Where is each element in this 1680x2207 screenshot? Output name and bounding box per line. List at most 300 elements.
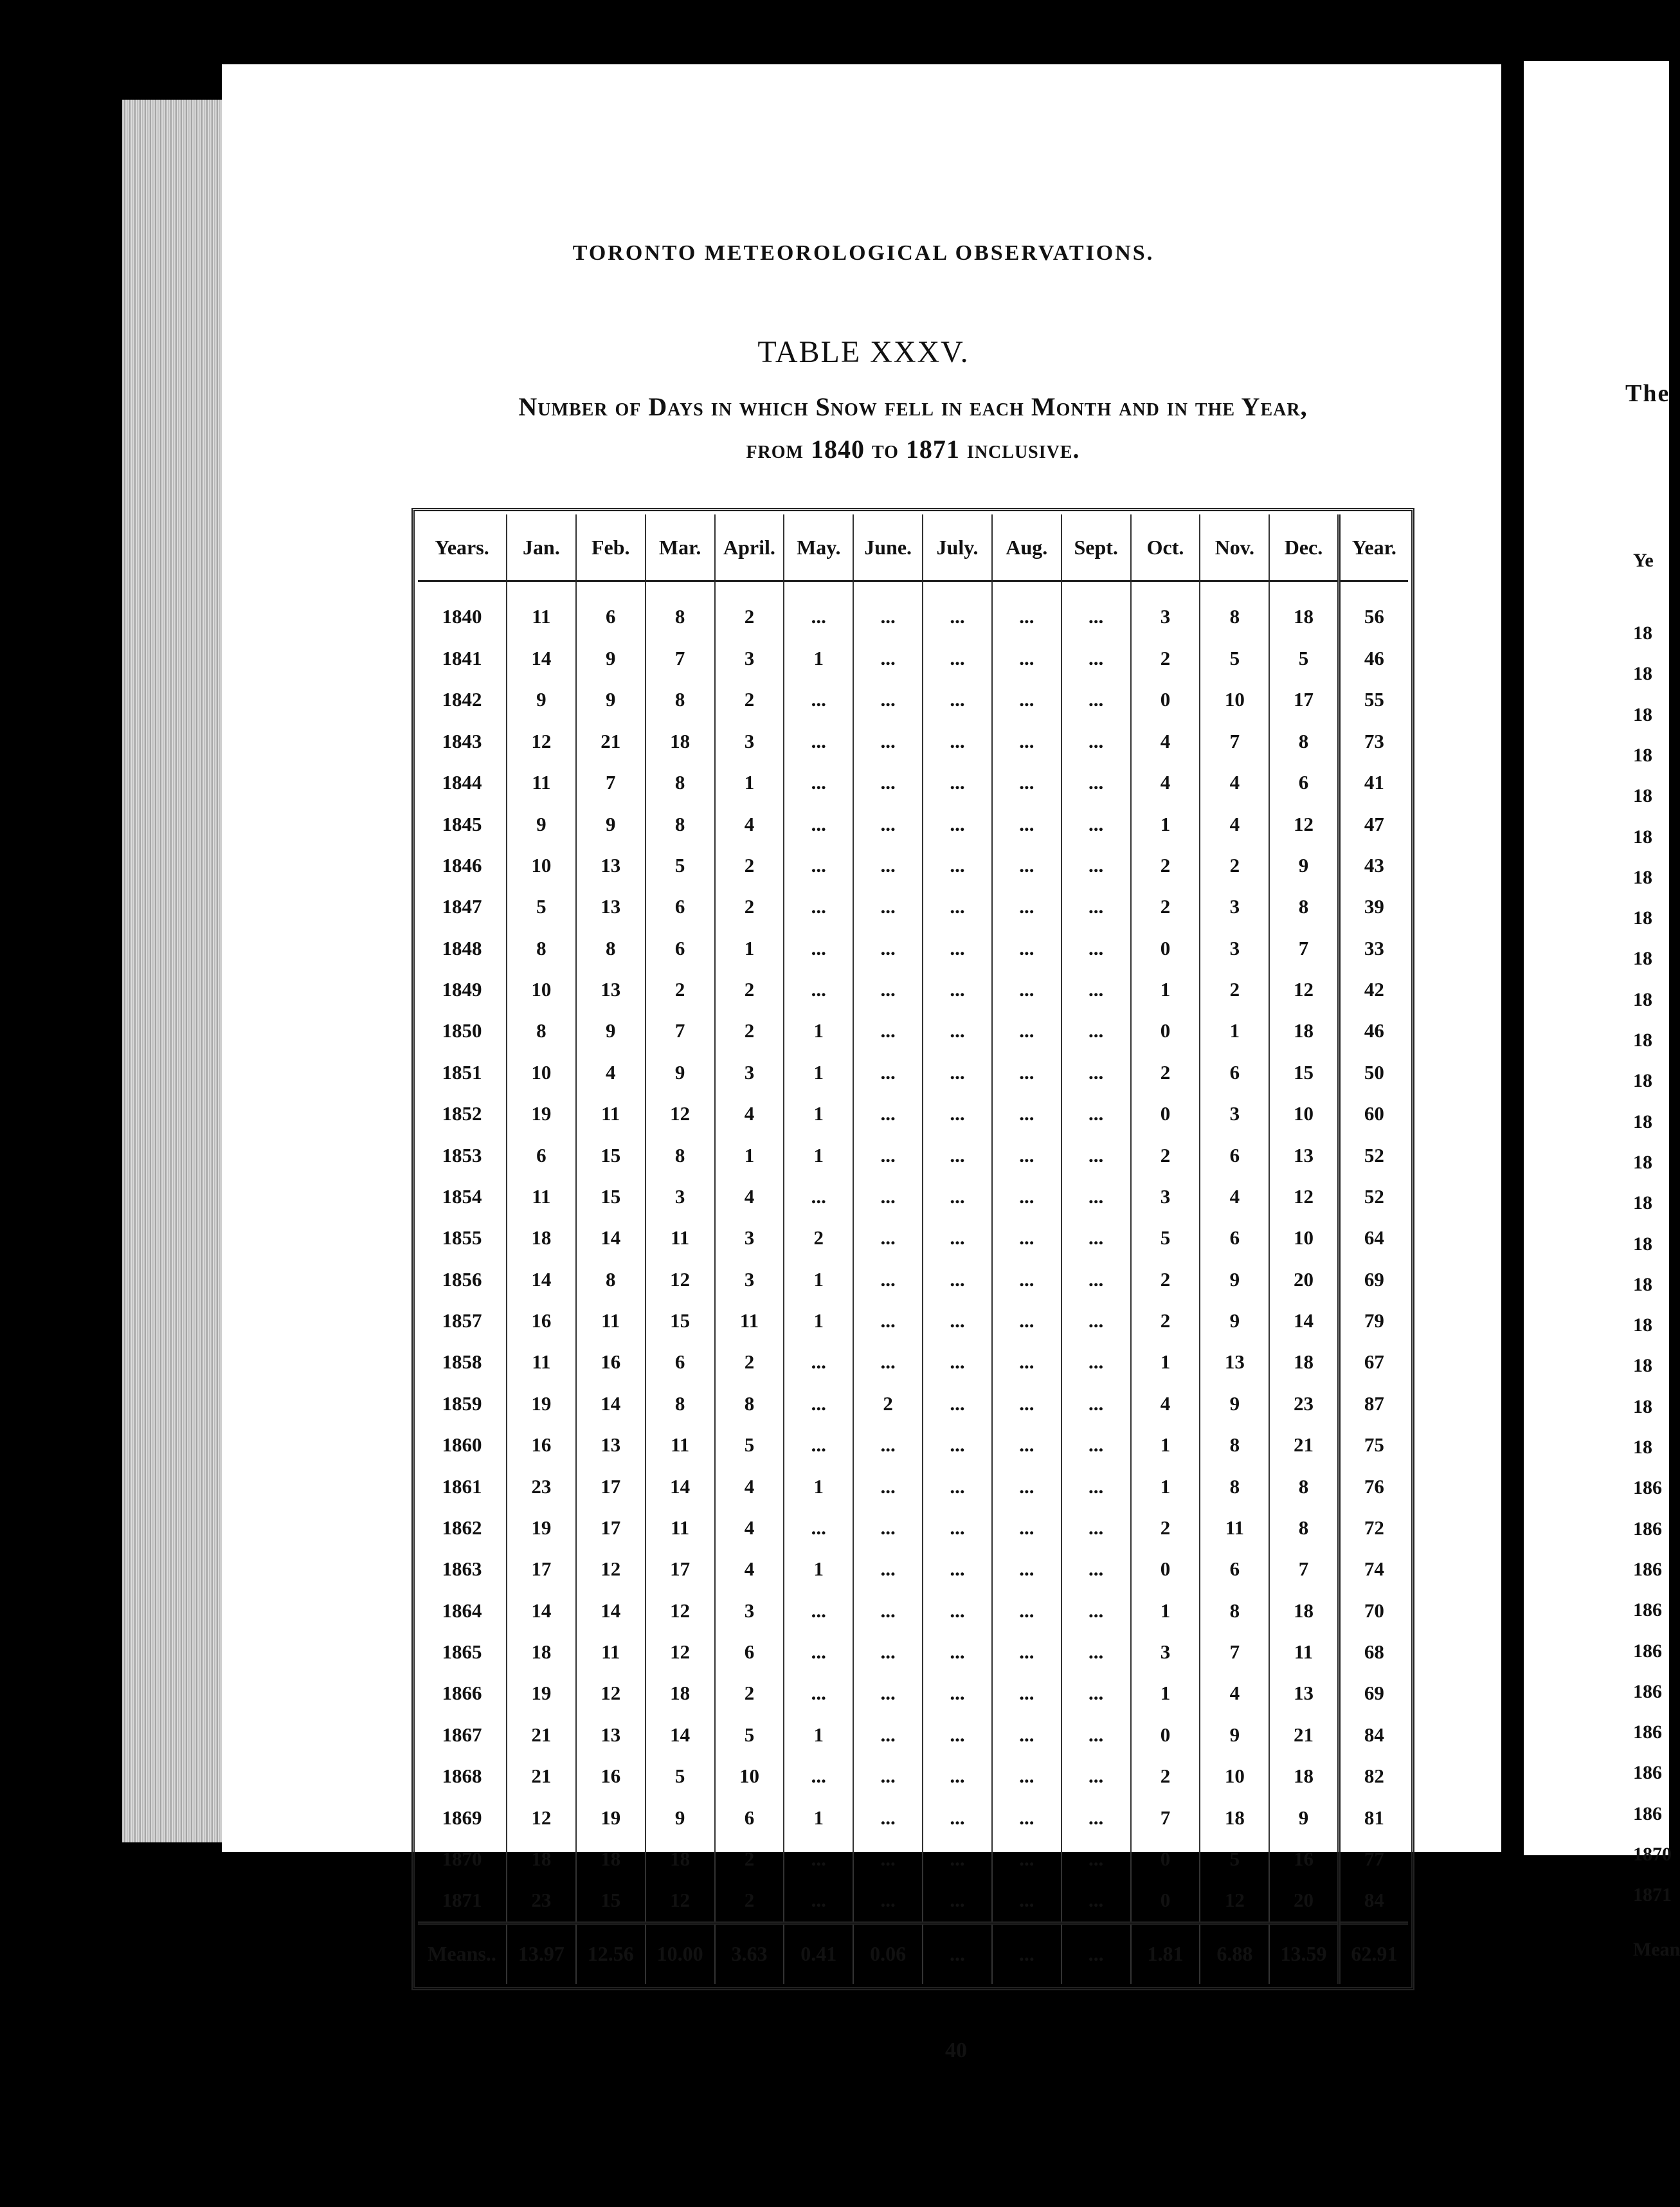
table-cell: 1 — [784, 1549, 853, 1590]
year-cell: 1852 — [442, 1102, 482, 1125]
table-cell: 11 — [646, 1507, 715, 1549]
means-cell: ... — [923, 1923, 992, 1984]
column-header: July. — [923, 514, 992, 581]
table-cell: 12 — [1269, 969, 1339, 1010]
table-cell: ... — [1061, 845, 1131, 886]
table-cell: 8 — [1200, 1590, 1269, 1631]
table-row — [418, 1714, 1408, 1756]
table-cell: 8 — [507, 928, 576, 969]
table-cell: ... — [1061, 1217, 1131, 1258]
table-cell: 52 — [1339, 1176, 1408, 1217]
table-row — [418, 1507, 1408, 1549]
table-cell: ... — [1061, 1424, 1131, 1466]
table-cell: ... — [923, 969, 992, 1010]
table-row — [418, 638, 1408, 679]
column-header: Mar. — [646, 514, 715, 581]
table-cell: 23 — [1269, 1383, 1339, 1424]
year-cell: 1863 — [442, 1558, 482, 1581]
table-cell: ... — [1061, 1590, 1131, 1631]
table-cell: ... — [853, 1880, 923, 1923]
table-cell: ... — [923, 845, 992, 886]
table-cell: 33 — [1339, 928, 1408, 969]
means-cell: 10.00 — [646, 1923, 715, 1984]
table-cell: 55 — [1339, 679, 1408, 720]
table-cell: ... — [784, 721, 853, 762]
table-cell: 4 — [715, 1549, 784, 1590]
next-page-row-fragment: 18 — [1633, 1273, 1652, 1295]
table-cell: 1 — [784, 1259, 853, 1300]
column-header: Jan. — [507, 514, 576, 581]
table-cell: ... — [992, 969, 1061, 1010]
table-cell: 47 — [1339, 803, 1408, 844]
table-cell: ... — [784, 969, 853, 1010]
table-cell: 15 — [576, 1134, 646, 1176]
table-cell: ... — [853, 1714, 923, 1756]
table-cell: ... — [853, 1673, 923, 1714]
table-cell: 1 — [1131, 1341, 1200, 1383]
table-cell: 13 — [576, 845, 646, 886]
table-cell: 4 — [1200, 1176, 1269, 1217]
table-row — [418, 1631, 1408, 1673]
table-cell: ... — [923, 928, 992, 969]
table-cell: ... — [923, 1756, 992, 1797]
next-page-row-fragment: 18 — [1633, 744, 1652, 766]
table-cell: ... — [992, 1176, 1061, 1217]
page-number: 40 — [945, 2039, 967, 2062]
table-cell: 9 — [576, 803, 646, 844]
next-page-row-fragment: 18 — [1633, 1314, 1652, 1336]
table-subtitle — [405, 386, 1421, 471]
table-cell: 6 — [646, 1341, 715, 1383]
table-cell: ... — [853, 638, 923, 679]
table-cell: 10 — [715, 1756, 784, 1797]
table-cell: 1 — [715, 762, 784, 803]
next-page-row-fragment: 18 — [1633, 1355, 1652, 1377]
table-cell: 4 — [715, 803, 784, 844]
table-cell: ... — [1061, 581, 1131, 638]
table-cell: 9 — [1269, 1797, 1339, 1838]
table-cell: 7 — [646, 1010, 715, 1051]
table-cell: ... — [992, 1300, 1061, 1341]
table-cell: ... — [923, 581, 992, 638]
table-cell: 0 — [1131, 1093, 1200, 1134]
table-cell: ... — [853, 1424, 923, 1466]
table-cell: 84 — [1339, 1714, 1408, 1756]
table-cell: 3 — [1131, 1631, 1200, 1673]
next-page-row-fragment: 18 — [1633, 1192, 1652, 1214]
next-page-row-fragment: 18 — [1633, 907, 1652, 929]
next-page-row-fragment: 18 — [1633, 704, 1652, 725]
table-cell: ... — [992, 845, 1061, 886]
table-cell: 69 — [1339, 1259, 1408, 1300]
table-row — [418, 1383, 1408, 1424]
table-cell: ... — [992, 1134, 1061, 1176]
table-cell: ... — [923, 638, 992, 679]
table-cell: 8 — [646, 803, 715, 844]
table-cell: 13 — [1200, 1341, 1269, 1383]
next-page-row-fragment: 186 — [1633, 1558, 1662, 1580]
table-cell: ... — [784, 1507, 853, 1549]
table-cell: 23 — [507, 1880, 576, 1923]
column-header: Nov. — [1200, 514, 1269, 581]
table-cell: 0 — [1131, 1714, 1200, 1756]
table-cell: 1 — [784, 1466, 853, 1507]
year-cell: 1845 — [442, 812, 482, 835]
table-cell: ... — [784, 1424, 853, 1466]
table-cell: 6 — [646, 886, 715, 927]
next-page-row-fragment: 186 — [1633, 1477, 1662, 1499]
year-cell: 1840 — [442, 605, 482, 628]
table-header-row — [418, 514, 1408, 581]
table-cell: 1 — [784, 1134, 853, 1176]
next-page-row-fragment: 18 — [1633, 663, 1652, 685]
table-cell: ... — [1061, 1714, 1131, 1756]
table-cell: ... — [992, 1880, 1061, 1923]
table-cell: ... — [853, 969, 923, 1010]
table-cell: ... — [784, 679, 853, 720]
table-row — [418, 1673, 1408, 1714]
table-cell: 1 — [1131, 1424, 1200, 1466]
table-subtitle-line-2: from 1840 to 1871 inclusive. — [746, 435, 1080, 464]
table-cell: ... — [1061, 1797, 1131, 1838]
table-cell: 2 — [1131, 1756, 1200, 1797]
year-cell: 1855 — [442, 1226, 482, 1249]
year-cell: 1866 — [442, 1682, 482, 1705]
table-cell: ... — [1061, 886, 1131, 927]
table-cell: 18 — [507, 1217, 576, 1258]
next-page-row-fragment: 186 — [1633, 1599, 1662, 1621]
means-cell: 1.81 — [1131, 1923, 1200, 1984]
table-row — [418, 1093, 1408, 1134]
table-cell: ... — [853, 1134, 923, 1176]
table-cell: 1 — [784, 1010, 853, 1051]
table-cell: 2 — [715, 581, 784, 638]
table-cell: 6 — [1200, 1549, 1269, 1590]
table-cell: 3 — [1200, 928, 1269, 969]
table-cell: 43 — [1339, 845, 1408, 886]
table-cell: 0 — [1131, 1839, 1200, 1880]
table-cell: 4 — [576, 1052, 646, 1093]
table-cell: 42 — [1339, 969, 1408, 1010]
table-cell: 11 — [507, 1176, 576, 1217]
table-cell: 21 — [507, 1714, 576, 1756]
table-cell: 12 — [1200, 1880, 1269, 1923]
year-cell: 1856 — [442, 1267, 482, 1291]
table-cell: ... — [784, 1383, 853, 1424]
column-header: Oct. — [1131, 514, 1200, 581]
snow-days-table — [418, 514, 1408, 1984]
table-cell: 7 — [1131, 1797, 1200, 1838]
table-cell: 74 — [1339, 1549, 1408, 1590]
table-cell: 2 — [646, 969, 715, 1010]
table-cell: ... — [923, 1383, 992, 1424]
table-cell: 10 — [507, 969, 576, 1010]
year-cell: 1854 — [442, 1185, 482, 1208]
table-cell: 17 — [576, 1466, 646, 1507]
means-cell: 6.88 — [1200, 1923, 1269, 1984]
table-cell: 14 — [646, 1466, 715, 1507]
table-cell: ... — [853, 1549, 923, 1590]
table-cell: 5 — [1200, 638, 1269, 679]
table-cell: ... — [853, 1631, 923, 1673]
table-cell: 8 — [1200, 581, 1269, 638]
table-cell: 2 — [1131, 638, 1200, 679]
means-label: Means.. — [418, 1923, 507, 1984]
table-cell: 15 — [576, 1176, 646, 1217]
table-cell: 1 — [1131, 969, 1200, 1010]
table-cell: 4 — [1131, 762, 1200, 803]
table-cell: ... — [923, 679, 992, 720]
table-cell: 2 — [715, 1010, 784, 1051]
table-cell: ... — [784, 1590, 853, 1631]
year-cell: 1849 — [442, 978, 482, 1001]
table-cell: 8 — [646, 762, 715, 803]
table-cell: 2 — [715, 886, 784, 927]
table-cell: 11 — [576, 1631, 646, 1673]
table-cell: ... — [1061, 762, 1131, 803]
table-cell: 3 — [1131, 581, 1200, 638]
table-cell: ... — [923, 1176, 992, 1217]
table-cell: ... — [923, 803, 992, 844]
table-cell: 0 — [1131, 1549, 1200, 1590]
next-page-row-fragment: 18 — [1633, 1395, 1652, 1417]
table-cell: 6 — [1200, 1217, 1269, 1258]
table-cell: ... — [853, 679, 923, 720]
year-cell: 1843 — [442, 729, 482, 752]
table-cell: 2 — [1131, 1134, 1200, 1176]
table-cell: 4 — [715, 1466, 784, 1507]
year-cell: 1861 — [442, 1475, 482, 1498]
table-cell: 19 — [576, 1797, 646, 1838]
table-row — [418, 1052, 1408, 1093]
means-cell: 0.06 — [853, 1923, 923, 1984]
table-cell: 10 — [507, 1052, 576, 1093]
next-page-row-fragment: 186 — [1633, 1762, 1662, 1784]
table-cell: 8 — [507, 1010, 576, 1051]
next-page-row-fragment: 186 — [1633, 1518, 1662, 1539]
table-cell: ... — [784, 845, 853, 886]
table-cell: ... — [853, 1341, 923, 1383]
next-page-row-fragment: 18 — [1633, 948, 1652, 970]
table-cell: 39 — [1339, 886, 1408, 927]
table-cell: 1 — [784, 1300, 853, 1341]
table-cell: 11 — [646, 1217, 715, 1258]
table-cell: ... — [853, 1756, 923, 1797]
table-cell: 21 — [1269, 1714, 1339, 1756]
table-cell: 8 — [646, 1383, 715, 1424]
table-cell: ... — [853, 1590, 923, 1631]
year-cell: 1853 — [442, 1143, 482, 1167]
table-cell: 2 — [1200, 845, 1269, 886]
table-cell: 13 — [576, 886, 646, 927]
table-cell: ... — [853, 803, 923, 844]
table-cell: ... — [853, 1300, 923, 1341]
next-page-row-fragment: 18 — [1633, 826, 1652, 848]
table-cell: 10 — [507, 845, 576, 886]
table-cell: ... — [1061, 1673, 1131, 1714]
table-row — [418, 1424, 1408, 1466]
table-cell: 1 — [715, 1134, 784, 1176]
next-page-row-fragment: 18 — [1633, 1111, 1652, 1132]
table-cell: 4 — [1200, 803, 1269, 844]
column-header: Sept. — [1061, 514, 1131, 581]
table-cell: 3 — [715, 721, 784, 762]
table-cell: ... — [992, 1673, 1061, 1714]
table-cell: 18 — [1269, 1010, 1339, 1051]
table-cell: ... — [784, 803, 853, 844]
year-cell: 1864 — [442, 1599, 482, 1622]
table-cell: 9 — [1269, 845, 1339, 886]
next-page-row-fragment: 18 — [1633, 1233, 1652, 1255]
table-cell: 2 — [715, 1341, 784, 1383]
next-page-row-fragment: 18 — [1633, 785, 1652, 807]
table-cell: ... — [1061, 1176, 1131, 1217]
table-cell: ... — [923, 1631, 992, 1673]
table-cell: 14 — [1269, 1300, 1339, 1341]
table-cell: 9 — [1200, 1259, 1269, 1300]
table-cell: 1 — [784, 1052, 853, 1093]
table-cell: 9 — [576, 638, 646, 679]
table-cell: ... — [992, 1383, 1061, 1424]
next-page-row-fragment: 186 — [1633, 1721, 1662, 1743]
table-cell: 64 — [1339, 1217, 1408, 1258]
table-cell: 0 — [1131, 1010, 1200, 1051]
table-cell: ... — [853, 1010, 923, 1051]
table-cell: 14 — [576, 1590, 646, 1631]
next-page-row-fragment: 18 — [1633, 866, 1652, 888]
year-cell: 1857 — [442, 1309, 482, 1332]
table-cell: 81 — [1339, 1797, 1408, 1838]
table-cell: ... — [992, 1590, 1061, 1631]
table-cell: ... — [1061, 1549, 1131, 1590]
table-cell: ... — [923, 1424, 992, 1466]
table-cell: 7 — [1269, 1549, 1339, 1590]
table-cell: ... — [923, 1839, 992, 1880]
table-cell: 4 — [1131, 721, 1200, 762]
table-cell: ... — [923, 1714, 992, 1756]
table-cell: 17 — [1269, 679, 1339, 720]
table-cell: ... — [853, 1052, 923, 1093]
table-cell: ... — [784, 1756, 853, 1797]
table-cell: 6 — [1200, 1134, 1269, 1176]
table-cell: ... — [1061, 638, 1131, 679]
table-row — [418, 886, 1408, 927]
table-cell: ... — [992, 1507, 1061, 1549]
table-cell: 3 — [646, 1176, 715, 1217]
means-cell: 3.63 — [715, 1923, 784, 1984]
table-cell: 5 — [507, 886, 576, 927]
next-page-row-fragment: 18 — [1633, 988, 1652, 1010]
year-cell: 1862 — [442, 1516, 482, 1539]
table-cell: 2 — [853, 1383, 923, 1424]
table-cell: 9 — [576, 679, 646, 720]
table-body — [418, 581, 1408, 1984]
table-cell: ... — [1061, 1466, 1131, 1507]
table-cell: 1 — [1131, 1673, 1200, 1714]
table-cell: 16 — [576, 1756, 646, 1797]
table-cell: 56 — [1339, 581, 1408, 638]
table-cell: 0 — [1131, 679, 1200, 720]
column-header: Aug. — [992, 514, 1061, 581]
means-cell: 12.56 — [576, 1923, 646, 1984]
table-cell: 16 — [507, 1300, 576, 1341]
table-cell: 15 — [576, 1880, 646, 1923]
table-cell: 14 — [576, 1217, 646, 1258]
year-cell: 1851 — [442, 1060, 482, 1084]
table-cell: 11 — [507, 581, 576, 638]
table-cell: 5 — [646, 1756, 715, 1797]
table-cell: ... — [923, 1466, 992, 1507]
next-page-row-fragment: 18 — [1633, 1437, 1652, 1458]
table-cell: 70 — [1339, 1590, 1408, 1631]
table-cell: 10 — [1269, 1093, 1339, 1134]
table-cell: 17 — [646, 1549, 715, 1590]
table-cell: 2 — [784, 1217, 853, 1258]
table-cell: ... — [853, 1259, 923, 1300]
table-cell: 16 — [576, 1341, 646, 1383]
year-cell: 1870 — [442, 1847, 482, 1870]
table-cell: 50 — [1339, 1052, 1408, 1093]
table-cell: 6 — [576, 581, 646, 638]
table-row — [418, 1797, 1408, 1838]
table-cell: 3 — [1131, 1176, 1200, 1217]
table-cell: 4 — [1200, 762, 1269, 803]
next-page-row-fragment: 18 — [1633, 1070, 1652, 1092]
table-row — [418, 1549, 1408, 1590]
table-cell: 23 — [507, 1466, 576, 1507]
next-page-row-fragment: 186 — [1633, 1803, 1662, 1824]
year-cell: 1842 — [442, 688, 482, 711]
next-page-column-header-fragment: Ye — [1633, 550, 1654, 571]
table-cell: 2 — [715, 845, 784, 886]
table-cell: 4 — [715, 1507, 784, 1549]
column-header: Years. — [418, 514, 507, 581]
table-cell: 5 — [1131, 1217, 1200, 1258]
table-cell: 8 — [715, 1383, 784, 1424]
table-cell: 18 — [1269, 1341, 1339, 1383]
means-cell: 62.91 — [1339, 1923, 1408, 1984]
table-cell: 14 — [646, 1714, 715, 1756]
table-cell: ... — [1061, 1300, 1131, 1341]
table-cell: 1 — [1131, 1466, 1200, 1507]
table-cell: 1 — [1131, 803, 1200, 844]
table-cell: 12 — [1269, 1176, 1339, 1217]
table-cell: ... — [992, 638, 1061, 679]
table-cell: 14 — [507, 1590, 576, 1631]
table-cell: ... — [784, 1839, 853, 1880]
table-cell: ... — [853, 1176, 923, 1217]
table-cell: ... — [784, 1673, 853, 1714]
column-header: Year. — [1339, 514, 1408, 581]
table-cell: ... — [1061, 1341, 1131, 1383]
table-cell: ... — [992, 1631, 1061, 1673]
year-cell: 1860 — [442, 1433, 482, 1457]
table-cell: 5 — [1269, 638, 1339, 679]
table-cell: 9 — [1200, 1714, 1269, 1756]
table-cell: 84 — [1339, 1880, 1408, 1923]
table-cell: 16 — [507, 1424, 576, 1466]
table-cell: ... — [992, 1424, 1061, 1466]
table-cell: ... — [923, 1341, 992, 1383]
table-cell: 7 — [646, 638, 715, 679]
table-cell: ... — [784, 886, 853, 927]
table-cell: 12 — [646, 1880, 715, 1923]
table-cell: 87 — [1339, 1383, 1408, 1424]
table-cell: ... — [992, 679, 1061, 720]
table-cell: 5 — [1200, 1839, 1269, 1880]
table-cell: ... — [923, 1259, 992, 1300]
table-cell: 72 — [1339, 1507, 1408, 1549]
